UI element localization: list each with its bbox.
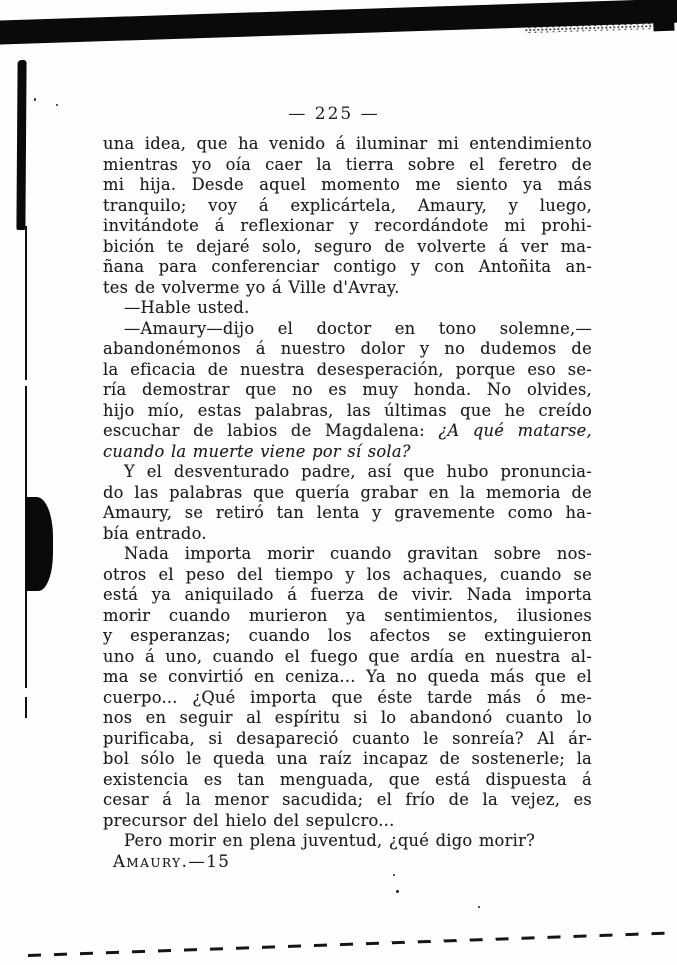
text-segment: mientras yo oía caer la tierra sobre el feretro de: [103, 154, 592, 174]
scan-artifact-left-line: [25, 226, 27, 718]
scan-artifact-top-band: [0, 0, 677, 45]
text-line: [103, 298, 592, 319]
text-line: [103, 667, 592, 688]
text-segment: purificaba, si desapareció cuanto le sonreía? Al ár-: [103, 728, 592, 748]
text-segment: existencia es tan menguada, que está dispuesta á: [103, 769, 592, 789]
scan-artifact-bottom-dashed-line: [28, 930, 677, 957]
text-segment: bición te dejaré solo, seguro de volverte á ver ma-: [103, 236, 592, 256]
paragraph: [103, 134, 592, 298]
text-segment: una idea, que ha venido á iluminar mi entendimiento: [103, 134, 592, 153]
text-line: [103, 749, 592, 770]
text-line: [103, 155, 592, 176]
text-segment: Amaury, se retiró tan lenta y gravemente como ha-: [103, 503, 592, 522]
text-segment: tes de volverme yo á Ville d'Avray.: [103, 277, 400, 297]
text-segment: tranquilo; voy á explicártela, Amaury, y luego,: [103, 195, 592, 215]
text-segment: bol sólo le queda una raíz incapaz de sostenerle; la: [103, 749, 592, 768]
text-segment: morir cuando murieron ya sentimientos, ilusiones: [103, 605, 592, 625]
text-segment: otros el peso del tiempo y los achaques, cuando se: [103, 564, 592, 584]
text-line: [103, 729, 592, 750]
italic-text-segment: ¿A qué matarse,: [438, 421, 592, 440]
text-line: [103, 401, 592, 422]
text-segment: precursor del hielo del sepulcro...: [103, 810, 395, 830]
text-line: [103, 585, 592, 606]
text-segment: ñana para conferenciar contigo y con Antoñita an-: [103, 257, 592, 276]
text-line: [103, 688, 592, 709]
text-segment: abandonémonos á nuestro dolor y no dudemos de: [103, 339, 592, 358]
paragraph: [103, 544, 592, 831]
text-segment: mi hija. Desde aquel momento me siento ya más: [103, 175, 592, 194]
text-segment: invitándote á reflexionar y recordándote mi prohi-: [103, 216, 592, 235]
scan-artifact-speck: [34, 98, 36, 101]
paragraph: [103, 319, 592, 463]
paragraph: [103, 462, 592, 544]
text-line: [103, 216, 592, 237]
page-number: — 225 —: [288, 104, 380, 124]
text-segment: hijo mío, estas palabras, las últimas que he creído: [103, 400, 592, 420]
paragraph: [103, 831, 592, 852]
text-line: [103, 319, 592, 340]
text-segment: escuchar de labios de Magdalena:: [103, 421, 439, 440]
text-line: [103, 462, 592, 483]
scan-artifact-ink-blob: [25, 497, 53, 591]
text-line: [103, 770, 592, 791]
page-text: [103, 134, 592, 872]
text-segment: nos en seguir al espíritu si lo abandonó cuanto lo: [103, 708, 592, 727]
text-segment: ma se convirtió en ceniza... Ya no queda más que el: [103, 667, 592, 686]
text-line: [103, 175, 592, 196]
text-segment: —Hable usted.: [124, 298, 250, 317]
text-segment: Y el desventurado padre, así que hubo pronuncia-: [124, 462, 592, 481]
text-line: [103, 565, 592, 586]
text-line: [103, 831, 592, 852]
scan-artifact-line-gap: [23, 688, 30, 697]
italic-text-segment: cuando la muerte viene por sí sola?: [103, 441, 411, 461]
text-line: [103, 380, 592, 401]
scan-artifact-speck: [396, 890, 399, 893]
paragraph: [103, 298, 592, 319]
text-line: [103, 421, 592, 442]
text-segment: uno á uno, cuando el fuego que ardía en nuestra al-: [103, 646, 592, 666]
text-line: [103, 524, 592, 545]
text-segment: está ya aniquilado á fuerza de vivir. Nada importa: [103, 585, 592, 604]
scan-artifact-speck: [478, 906, 480, 908]
signature-mark: Amaury.—15: [113, 851, 231, 871]
text-line: [103, 483, 592, 504]
text-line: [103, 257, 592, 278]
text-line: [103, 442, 592, 463]
text-line: [103, 606, 592, 627]
text-line: [103, 626, 592, 647]
scan-artifact-line-gap: [23, 380, 30, 386]
scan-artifact-speck: [56, 104, 58, 106]
scan-artifact-speck: [393, 874, 395, 876]
text-line: [103, 647, 592, 668]
text-line: [103, 196, 592, 217]
text-line: [103, 503, 592, 524]
text-line: [103, 811, 592, 832]
text-segment: Pero morir en plena juventud, ¿qué digo morir?: [124, 831, 536, 850]
scan-artifact-top-right-cap: [652, 0, 674, 31]
text-line: [103, 237, 592, 258]
text-line: [103, 544, 592, 565]
text-segment: —Amaury—dijo el doctor en tono solemne,—: [124, 318, 592, 338]
text-segment: la eficacia de nuestra desesperación, porque eso se-: [103, 359, 592, 379]
text-segment: Nada importa morir cuando gravitan sobre nos-: [124, 544, 592, 563]
scan-artifact-left-streak: [16, 60, 26, 230]
text-line: [103, 339, 592, 360]
text-line: [103, 360, 592, 381]
text-segment: ría demostrar que no es muy honda. No olvides,: [103, 380, 592, 399]
text-segment: y esperanzas; cuando los afectos se extinguieron: [103, 626, 592, 645]
text-segment: do las palabras que quería grabar en la memoria de: [103, 482, 592, 502]
text-line: [103, 278, 592, 299]
text-segment: cesar á la menor sacudida; el frío de la vejez, es: [103, 790, 592, 809]
text-segment: cuerpo... ¿Qué importa que éste tarde más ó me-: [103, 687, 592, 707]
text-line: [103, 790, 592, 811]
text-segment: bía entrado.: [103, 523, 207, 543]
text-line: [103, 134, 592, 155]
text-line: [103, 708, 592, 729]
